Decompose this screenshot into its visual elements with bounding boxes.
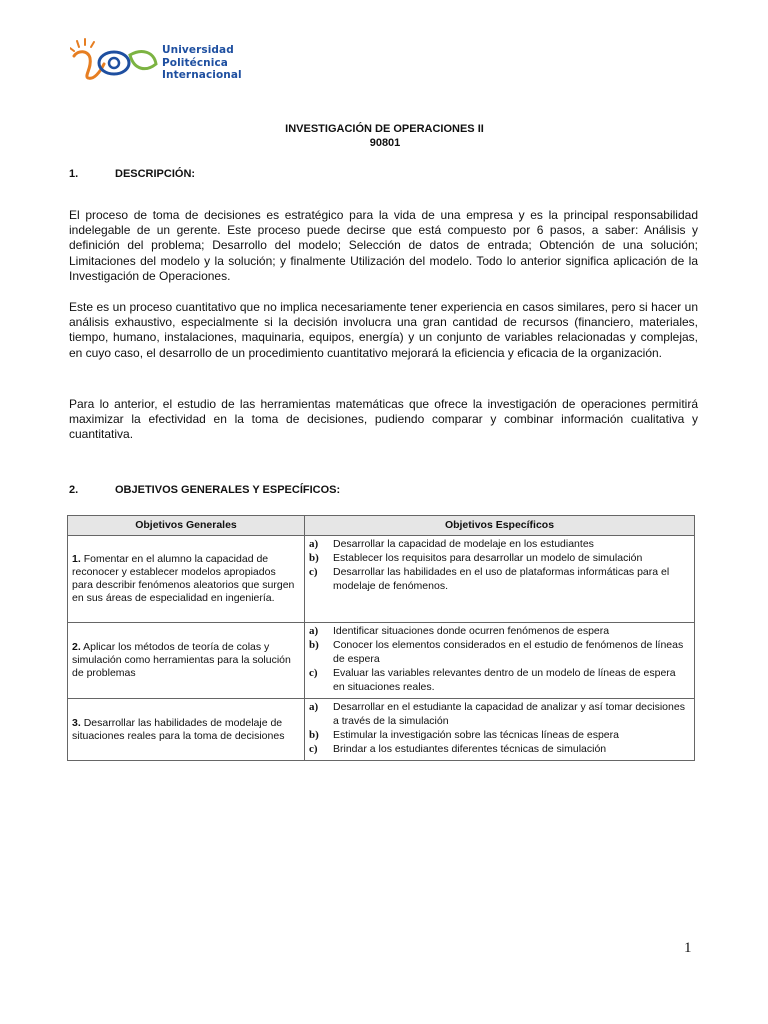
section-2-title: OBJETIVOS GENERALES Y ESPECÍFICOS:	[115, 484, 341, 496]
general-objective-text: Aplicar los métodos de teoría de colas y simulación como herramientas para la solución de problemas	[72, 641, 291, 679]
logo-line-2: Politécnica	[162, 56, 228, 69]
list-item	[309, 742, 690, 756]
section-1-number: 1.	[69, 168, 79, 180]
list-item-letter: c)	[309, 667, 318, 679]
general-objective-text: Fomentar en el alumno la capacidad de reconocer y establecer modelos apropiados para describir fenómenos aleatorios que surgen en sus áreas de especialidad en ingeniería.	[72, 553, 295, 604]
list-item-text: Estimular la investigación sobre las técnicas líneas de espera	[333, 729, 619, 741]
section-2-number: 2.	[69, 484, 79, 496]
general-objective-number: 1.	[72, 553, 81, 565]
university-name	[162, 44, 242, 82]
list-item-text: Conocer los elementos considerados en el estudio de fenómenos de líneas de espera	[333, 639, 684, 665]
general-objective-number: 2.	[72, 641, 81, 653]
general-objective-cell	[68, 623, 305, 699]
page-number: 1	[684, 940, 692, 956]
list-item-text: Desarrollar la capacidad de modelaje en los estudiantes	[333, 538, 594, 550]
list-item-text: Desarrollar las habilidades en el uso de plataformas informáticas para el modelaje de fenómenos.	[333, 566, 670, 592]
description-paragraph-2: Este es un proceso cuantitativo que no implica necesariamente tener experiencia en casos similares, pero si hacer un análisis exhaustivo, especialmente si la decisión involucra una gran cantidad de recursos (financiero, materiales, tiempo, humano, instalaciones, maquinaria, equipos, energía) y un conjunto de variables relacionadas y complejas, en cuyo caso, el desarrollo de un procedimiento cuantitativo mejorará la eficiencia y eficacia de la organización.	[69, 300, 698, 360]
header-general-objectives: Objetivos Generales	[68, 516, 305, 536]
general-objective-number: 3.	[72, 716, 81, 729]
list-item	[309, 624, 690, 638]
table-row	[68, 536, 695, 623]
list-item-letter: a)	[309, 538, 319, 550]
list-item-letter: b)	[309, 552, 319, 564]
list-item	[309, 728, 690, 742]
specific-objectives-cell	[305, 623, 695, 699]
list-item	[309, 551, 690, 565]
list-item-letter: c)	[309, 743, 318, 755]
course-title: INVESTIGACIÓN DE OPERACIONES II	[285, 123, 484, 135]
description-paragraph-3: Para lo anterior, el estudio de las herramientas matemáticas que ofrece la investigación de operaciones permitirá maximizar la efectividad en la toma de decisiones, pudiendo comparar y combinar información cualitativa y cuantitativa.	[69, 397, 698, 442]
list-item-letter: b)	[309, 729, 319, 741]
list-item-text: Evaluar las variables relevantes dentro de un modelo de líneas de espera en situaciones reales.	[333, 667, 676, 693]
university-logo	[70, 38, 270, 88]
general-objective-cell	[68, 536, 305, 623]
list-item-letter: c)	[309, 566, 318, 578]
objectives-table	[67, 515, 695, 761]
list-item-letter: b)	[309, 639, 319, 651]
list-item-letter: a)	[309, 701, 319, 713]
general-objective-text: Desarrollar las habilidades de modelaje de situaciones reales para la toma de decisiones	[72, 716, 285, 742]
general-objective-cell	[68, 699, 305, 761]
specific-objectives-cell	[305, 536, 695, 623]
list-item	[309, 666, 690, 694]
list-item	[309, 537, 690, 551]
table-row	[68, 623, 695, 699]
university-logo-mark	[70, 38, 158, 88]
table-header-row	[68, 516, 695, 536]
course-title-block	[0, 122, 768, 150]
list-item-text: Brindar a los estudiantes diferentes técnicas de simulación	[333, 743, 607, 755]
section-1-title: DESCRIPCIÓN:	[115, 168, 196, 180]
specific-objectives-cell	[305, 699, 695, 761]
logo-line-3: Internacional	[162, 69, 242, 81]
list-item	[309, 638, 690, 666]
description-paragraph-1: El proceso de toma de decisiones es estratégico para la vida de una empresa y es la principal responsabilidad indelegable de un gerente. Este proceso puede decirse que está compuesto por 6 pasos, a saber: Análisis y definición del problema; Desarrollo del modelo; Selección de datos de entrada; Obtención de una solución; Limitaciones del modelo y la solución; y finalmente Utilización del modelo. Todo lo anterior significa aplicación de la Investigación de Operaciones.	[69, 208, 698, 283]
course-code: 90801	[369, 137, 401, 149]
list-item-text: Desarrollar en el estudiante la capacidad de analizar y así tomar decisiones a través de la simulación	[333, 701, 685, 727]
list-item-letter: a)	[309, 625, 319, 637]
list-item-text: Identificar situaciones donde ocurren fenómenos de espera	[333, 625, 610, 637]
table-row	[68, 699, 695, 761]
list-item-text: Establecer los requisitos para desarrollar un modelo de simulación	[333, 552, 643, 564]
logo-line-1: Universidad	[162, 44, 234, 56]
list-item	[309, 700, 690, 728]
list-item	[309, 565, 690, 593]
header-specific-objectives: Objetivos Específicos	[305, 516, 695, 536]
